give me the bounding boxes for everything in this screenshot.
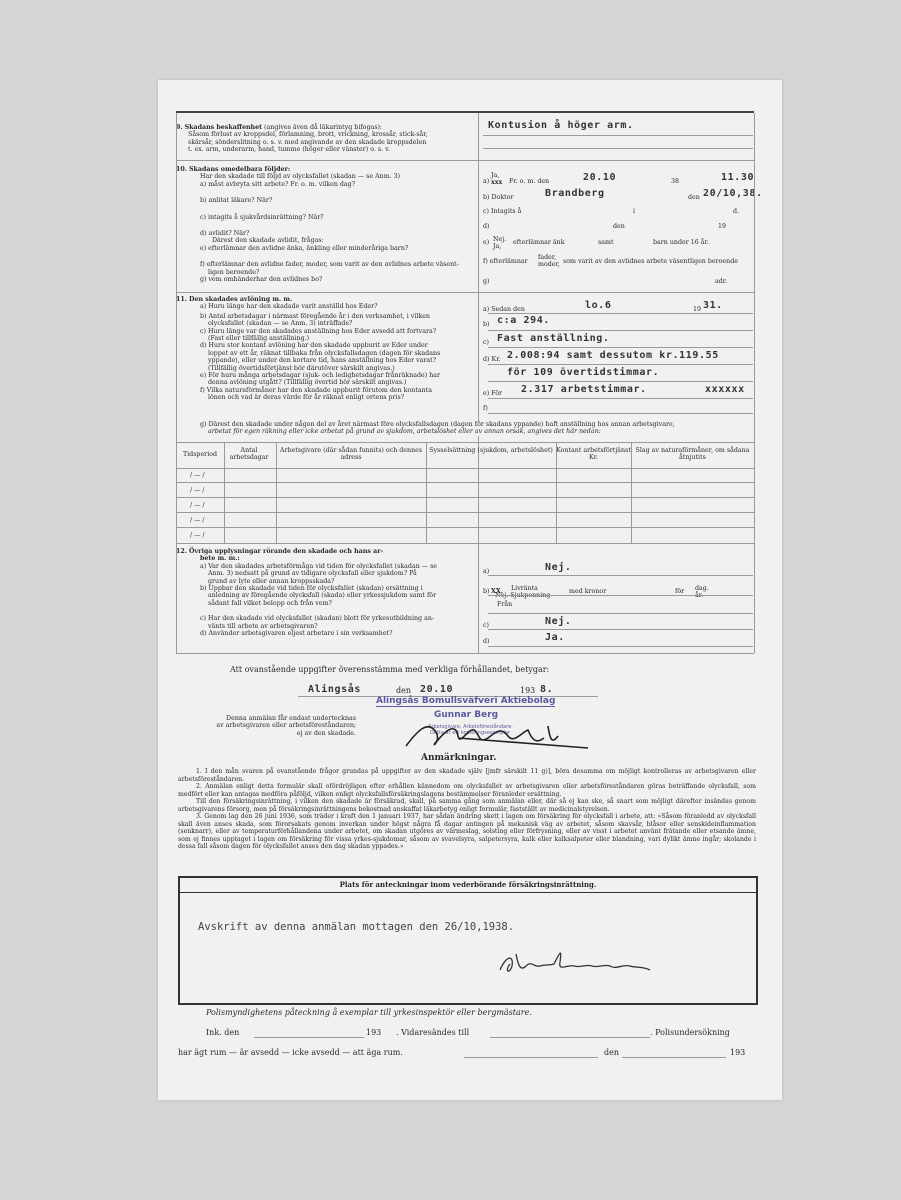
s10-rf-text: som varit av den avlidnes arbete väsentligen beroende <box>563 258 738 265</box>
stamp-title: Arbetsgivare, Arbetsföreståndare. <box>428 724 513 730</box>
s10-f4: ligen beroende? <box>208 268 260 276</box>
table-row: / — / <box>190 532 205 539</box>
s10-re-label: e) <box>483 239 490 246</box>
s11-rd-value: 2.008:94 samt dessutom kr.119.55 <box>507 350 719 361</box>
note-2: 2. Anmälan enligt detta formulär skall ofördröjligen efter erhållen kännedom om olycksfallet av arbetsgivaren eller arbetsföreståndaren göras beträffande olycksfall, som medfört eller kan antagas medföra påföljd, vilken enligt olycksfallsförsäkringslagens bestämmelser föranleder ersättning. <box>178 783 756 798</box>
s11-b1: b) Antal arbetsdagar i närmast föregående år i den verksamhet, i vilken <box>200 312 430 320</box>
certify-note <box>176 715 356 737</box>
s11-rb-value: c:a 294. <box>497 315 550 326</box>
s12-rb-label: b) <box>483 588 490 595</box>
s10-ra <box>483 172 755 186</box>
s10-a2: a) måst avbryta sitt arbete? Fr. o. m. vilken dag? <box>200 180 356 188</box>
note-2b: Till den försäkringsinrättning, i vilken den skadade är försäkrad, skall, på samma gång som anmälan eller, där så ej kan ske, så snart som möjligt därefter insändas genom arbetsgivarens försorg, men på försäkringsinrättningens bekostnad anskaffat läkarbetyg enligt formulär, fastställt av medicinalstyrelsen. <box>178 798 756 813</box>
s11-table-header <box>176 443 754 467</box>
s10-rc-i: i <box>633 208 636 215</box>
s9-title: Skadans beskaffenhet <box>184 124 263 131</box>
s12-rc-label: c) <box>483 622 489 629</box>
police-title: Polismyndighetens påteckning å exemplar till yrkesinspektör eller bergmästare. <box>206 1008 532 1017</box>
s10-a1: Har den skadade till följd av olycksfallet (skadan — se Anm. 3) <box>200 173 401 181</box>
police-pol: . Polisundersökning <box>650 1028 730 1037</box>
s12-rd-label: d) <box>483 638 490 645</box>
s11-title: Den skadades avlöning m. m. <box>188 296 293 303</box>
s9-l2: skärsår, sönderslitning o. s. v. med angivande av den skadade kroppsdelen <box>188 138 427 146</box>
s11-num: 11. <box>176 296 187 303</box>
s12-d: d) Använder arbetsgivaren eljest arbetare i sin verksamhet? <box>200 630 393 638</box>
s9-num: 9. <box>176 124 183 131</box>
box-title: Plats för anteckningar inom vederbörande försäkringsinrättning. <box>339 880 597 889</box>
s12-title2: bete m. m.: <box>200 555 240 563</box>
certify-yr2: 8. <box>540 684 554 695</box>
form-page <box>158 80 782 1100</box>
s11-d3: yppande), eller under den kortare tid, hans anställning hos Eder varat? <box>208 357 437 365</box>
s11-ra-19: 19 <box>693 306 702 313</box>
s10-f3: som varit av den avlidnes arbete väsent- <box>329 261 459 269</box>
notes-body <box>178 768 756 851</box>
s11-g2: arbetat för egen räkning eller icke arbetat på grund av sjukdom, arbetslöshet eller av annan orsak, angives det här nedan: <box>208 428 601 436</box>
s9-l1: Såsom förlust av kroppsdel, förlamning, brott, vrickning, krossår, stick-sår, <box>188 131 428 139</box>
s12-b1: b) Uppbar den skadade vid tiden för olycksfallet (skadan) ersättning i <box>200 585 423 593</box>
notes-title: Anmärkningar. <box>421 753 497 763</box>
s11-rd-value2: för 109 övertidstimmar. <box>507 367 660 378</box>
s11-c1: c) Huru länge var den skadades anställning hos Eder avsedd att fortvara? <box>200 327 437 335</box>
certify-yr: 193 <box>520 686 536 695</box>
column-divider <box>478 113 479 653</box>
s11-re-label: e) För <box>483 390 503 397</box>
s11-ra-date: lo.6 <box>585 300 612 311</box>
police-har: har ägt rum — är avsedd — icke avsedd — att äga rum. <box>178 1048 403 1057</box>
s10-ra-nej: xxx <box>491 179 503 186</box>
s10-ra-ja: Ja, <box>491 172 500 179</box>
s10-rb-date: 20/10,38. <box>703 188 763 199</box>
s12-rb-sjukpenning: Nej. Sjukpenning <box>495 592 551 599</box>
s10-rg-label: g) <box>483 278 490 285</box>
s11-re-value: 2.317 arbetstimmar. <box>521 384 647 395</box>
s11-re <box>483 384 753 397</box>
s11-ra-label: a) Sedan den <box>483 306 525 313</box>
police-yr: 193 <box>366 1028 382 1037</box>
s10-e: e) efterlämnar den avlidne änka, änkling eller minderåriga barn? <box>200 244 409 252</box>
stamp-name: Gunnar Berg <box>434 710 499 720</box>
s12-rb-ar: år. <box>695 592 704 599</box>
s10-rf-label: f) efterlämnar <box>483 258 528 265</box>
s11-d1: d) Huru stor kontant avlöning har den skadade uppburit av Eder under <box>200 342 428 350</box>
certify-den: den <box>396 686 412 695</box>
s11-rd-label: d) Kr. <box>483 356 501 363</box>
s11-c2: (Fast eller tillfällig anställning.) <box>208 335 310 343</box>
s10-title: Skadans omedelbara följder: <box>188 166 291 173</box>
s10-b: b) anlitat läkare? När? <box>200 197 273 205</box>
s10-re-ja: Ja, <box>493 243 502 250</box>
s10-rd-19: 19 <box>718 223 727 230</box>
s12-a2: Anm. 3) nedsatt på grund av tidigare olycksfall eller sjukdom? På <box>208 570 417 578</box>
s9-answer: Kontusion å höger arm. <box>488 120 634 131</box>
s11-rd <box>483 350 763 378</box>
s11-d4: (Tillfällig övertidsförtjänst bör därutöver särskilt angivas.) <box>208 364 395 372</box>
police-yr2: 193 <box>730 1048 746 1057</box>
s12-b3: sådant fall vilket belopp och från vem? <box>208 599 332 607</box>
s11-d2: loppet av ett år, räknat tillbaka från olycksfallsdagen (dagen för skadans <box>208 349 441 357</box>
s11-e1: e) För huru många arbetsdagar (sjuk- och ledighetsdagar frånräknade) har <box>200 372 441 380</box>
certify-text: Att ovanstående uppgifter överensstämma med verkliga förhållandet, betygar: <box>230 665 550 674</box>
top-rule <box>176 111 754 113</box>
s11-rb <box>483 315 753 328</box>
s10-rd <box>483 223 753 230</box>
s12-a3: grund av lyte eller annan kroppsskada? <box>208 577 335 585</box>
s12-ra-label: a) <box>483 568 490 575</box>
table-row: / — / <box>190 472 205 479</box>
certify-note1: Denna anmälan får endast undertecknas <box>226 715 356 722</box>
s11-f1: f) Vilka naturaförmåner har den skadade uppburit förutom den kontanta <box>200 386 432 394</box>
s10-rf-fader: fader, moder, <box>538 254 560 269</box>
table-row: / — / <box>190 517 205 524</box>
s10-rc <box>483 208 753 215</box>
s10-rd-den: den <box>613 223 625 230</box>
s11-rc <box>483 333 753 346</box>
section-9 <box>176 124 476 154</box>
table-row: / — / <box>190 487 205 494</box>
s10-rc-label: c) Intagits å <box>483 208 522 215</box>
s9-sub: (angives även då läkarintyg bifogas): <box>264 124 383 131</box>
tbl-h-employer: Arbetsgivare (där sådan funnits) och dennes adress <box>279 447 423 462</box>
s12-rc-value: Nej. <box>545 616 572 627</box>
police-den: den <box>604 1048 620 1057</box>
tbl-h-days: Antal arbetsdagar <box>229 447 269 462</box>
s10-rb-name: Brandberg <box>545 188 605 199</box>
s11-b2: olycksfallet (skadan — se Anm. 3) inträffade? <box>208 320 353 328</box>
section-11 <box>176 296 476 402</box>
notes-box <box>178 876 758 1005</box>
box-signature <box>490 942 670 982</box>
police-vid: . Vidaresändes till <box>396 1028 470 1037</box>
stamp-company: Alingsås Bomullsväfveri Aktiebolag <box>376 696 556 706</box>
s12-rb-for: för <box>675 588 685 595</box>
s10-num: 10. <box>176 166 187 173</box>
box-signature-text: Alva Persson <box>490 942 497 943</box>
section-10 <box>176 166 476 283</box>
s10-rd-label: d) <box>483 223 490 230</box>
s11-rc-value: Fast anställning. <box>497 333 610 344</box>
s10-rg <box>483 278 753 285</box>
s10-ra-date: 20.10 <box>583 172 617 183</box>
stamp-copy: Detta är ett kopieringsexemplar <box>430 730 511 736</box>
box-text: Avskrift av denna anmälan mottagen den 26/10,1938. <box>198 921 515 933</box>
s10-rb <box>483 188 763 201</box>
s12-num: 12. <box>176 548 187 555</box>
section-12 <box>176 548 476 637</box>
s12-rb-x: XX. <box>491 588 503 595</box>
s12-c1: c) Har den skadade vid olycksfallet (skadan) blott för yrkesutbildning an- <box>200 615 435 623</box>
s10-d: d) avlidit? När? <box>200 230 250 238</box>
s10-re <box>483 236 753 250</box>
s10-re-nej: Nej. <box>493 236 507 243</box>
s12-rb-fran: Från <box>497 601 513 608</box>
s10-e0: Därest den skadade avlidit, frågas: <box>212 237 324 245</box>
s10-rb-label: b) Doktor <box>483 194 514 201</box>
s12-a1: a) Var den skadades arbetsförmåga vid tiden för olycksfallet (skadan — se <box>200 562 438 570</box>
s10-ra-time: 11.30 <box>721 172 755 183</box>
s12-ra-value: Nej. <box>545 562 572 573</box>
s9-l3: t. ex. arm, underarm, hand, tumme (höger eller vänster) o. s. v. <box>188 146 390 154</box>
tbl-h-period: Tidsperiod <box>182 451 218 458</box>
s10-f2: fader, moder, <box>285 261 328 269</box>
s11-rf-label: f) <box>483 405 488 412</box>
s10-re-t3: barn under 16 år. <box>653 239 709 246</box>
certify-note2: av arbetsgivaren eller arbetsföreståndaren; <box>216 722 356 730</box>
s12-rd <box>483 632 753 645</box>
s11-ra-yr: 31. <box>703 300 723 311</box>
s11-re-x: xxxxxx <box>705 384 745 395</box>
table-row: / — / <box>190 502 205 509</box>
s12-rb-kronor: med kronor <box>569 588 607 595</box>
s10-f1: f) efterlämnar den avlidne <box>200 261 284 269</box>
s11-rc-label: c) <box>483 339 489 346</box>
s12-c2: vänts till arbete av arbetsgivaren? <box>208 622 318 630</box>
s10-re-t1: efterlämnar änk <box>513 239 565 246</box>
certify-date: 20.10 <box>420 684 454 695</box>
s10-rg-adr: adr. <box>715 278 728 285</box>
note-3: 3. Genom lag den 26 juni 1936, som träder i kraft den 1 januari 1937, har sådan ändring skett i lagen om försäkring för olycksfall i arbete, att: »Såsom föranledd av olycksfall skall även anses skada, som förorsakats genom inverkan under högst några få dagar antingen på mekanisk väg av arbetet, såsom skavsår, blåsor eller senskideinflammation (senknarr), eller av temperaturförhållandena under arbetet, om skadan utgöres av värmeslag, solsting eller förfrysning, eller av visst i arbetet använt frätande eller etsande ämne, som ej finnes upptaget i lagen om försäkring för vissa yrkes-sjukdomar, såsom av svavelsyra, salpetersyra, kalk eller kalksalpeter eller blandning, vari dylikt ämne ingår; skolande i dessa fall såsom dagen för olycksfallet anses den dag skadan yppades.» <box>178 813 756 850</box>
s10-ra-pre: a) <box>483 178 490 185</box>
tbl-h-cash: Kontant arbetsförtjänst Kr. <box>556 447 631 462</box>
note-1: 1. I den mån svaren på ovanstående frågor grundas på uppgifter av den skadade själv [jmfr särskilt 11 g)], böra desamma om möjligt kontrolleras av arbetsgivaren eller arbetsföreståndaren. <box>178 768 756 783</box>
s11-a: a) Huru länge har den skadade varit anställd hos Eder? <box>200 303 378 311</box>
s11-e2: denna avlöning utgått? (Tillfällig övertid bör särskilt angivas.) <box>208 379 407 387</box>
s10-g: g) vem omhänderhar den avlidnes bo? <box>200 276 323 284</box>
s11-g <box>200 421 760 436</box>
s10-ra-from: Fr. o. m. den <box>509 178 550 185</box>
s10-ra-yr: 38 <box>671 178 680 185</box>
s11-rf <box>483 405 753 412</box>
s11-g1: g) Därest den skadade under någon del av året närmast före olycksfallsdagen (dagen för skadans yppande) haft anställning hos annan arbetsgivare, <box>200 421 675 428</box>
certify-place: Alingsås <box>308 684 361 695</box>
s12-rb-livranta: Livränta <box>511 585 538 592</box>
s10-rb-den: den <box>688 194 700 201</box>
s10-rf <box>483 254 763 269</box>
s10-c: c) intagits å sjukvårdsinrättning? När? <box>200 213 324 221</box>
s10-rc-d: d. <box>733 208 740 215</box>
s12-b2: anledning av föregående olycksfall (skada) eller yrkessjukdom samt för <box>208 592 437 600</box>
tbl-h-benefits: Slag av naturaförmåner, om sådana åtnjutits <box>635 447 750 462</box>
tbl-h-occupation: Sysselsättning (sjukdom, arbetslöshet) <box>429 447 553 454</box>
police-ink: Ink. den <box>206 1028 240 1037</box>
s12-rd-value: Ja. <box>545 632 565 643</box>
s10-re-t2: samt <box>598 239 614 246</box>
certify-note3: ej av den skadade. <box>296 729 356 737</box>
s12-rb-dag: dag. <box>695 585 709 592</box>
s11-f2: lönen och vad är deras värde för år räknat enligt ortens pris? <box>208 394 405 402</box>
s12-title: Övriga upplysningar rörande den skadade och hans ar- <box>188 548 384 555</box>
s11-rb-label: b) <box>483 321 490 328</box>
